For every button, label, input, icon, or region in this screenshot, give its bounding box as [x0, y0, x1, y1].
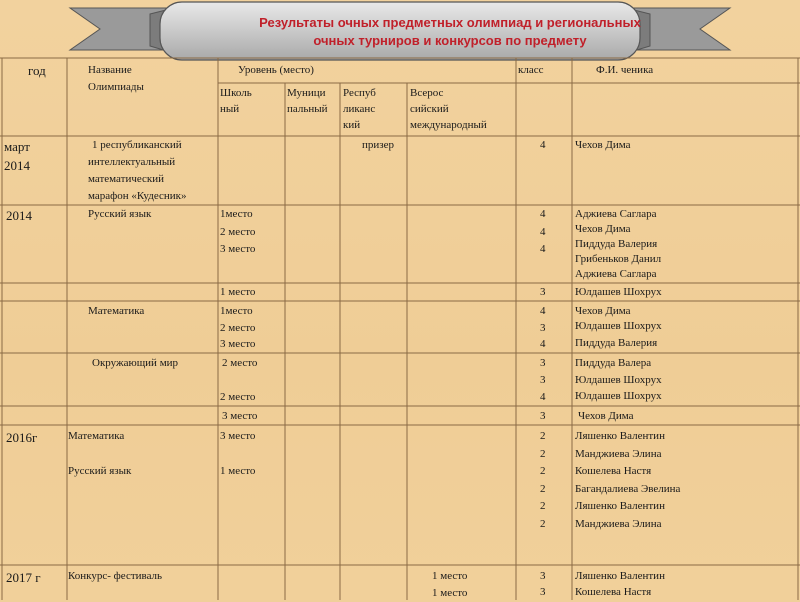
r4-student-line1: Чехов Дима — [575, 305, 631, 317]
r4-student-line2: Юлдашев Шохрух — [575, 320, 662, 332]
header-level: Уровень (место) — [238, 64, 314, 76]
r6-grade: 3 — [540, 410, 546, 422]
r2-grade-line2: 4 — [540, 226, 546, 238]
r7-grade-3: 2 — [540, 465, 546, 477]
r7-grade-5: 2 — [540, 500, 546, 512]
banner-title-line2: очных турниров и конкурсов по предмету — [313, 33, 587, 48]
header-school-line1: Школь — [220, 87, 252, 99]
r7-grade-2: 2 — [540, 448, 546, 460]
banner-title-line1: Результаты очных предметных олимпиад и региональных — [259, 15, 641, 30]
r7-grade-1: 2 — [540, 430, 546, 442]
r5-grade-line3: 4 — [540, 391, 546, 403]
r7-grade-4: 2 — [540, 483, 546, 495]
r2-student-line1: Аджиева Саглара — [575, 208, 657, 220]
r7-student-2: Манджиева Элина — [575, 448, 662, 460]
r1-republic: призер — [362, 139, 395, 151]
r1-name-line1: 1 республиканский — [92, 139, 182, 151]
header-republic-line1: Респуб — [343, 87, 376, 99]
r3-grade: 3 — [540, 286, 546, 298]
r3-student: Юлдашев Шохрух — [575, 286, 662, 298]
r8-student-line1: Ляшенко Валентин — [575, 570, 665, 582]
r7-student-4: Багандалиева Эвелина — [575, 483, 681, 495]
r2-grade-line3: 4 — [540, 243, 546, 255]
r8-national-line1: 1 место — [432, 570, 468, 582]
r2-student-line2: Чехов Дима — [575, 223, 631, 235]
r1-student: Чехов Дима — [575, 139, 631, 151]
r1-year-line2: 2014 — [4, 158, 30, 173]
r2-name: Русский язык — [88, 208, 152, 220]
r1-year-line1: март — [4, 139, 30, 154]
r5-grade-line1: 3 — [540, 357, 546, 369]
header-national-line3: международный — [410, 119, 487, 131]
r7-student-6: Манджиева Элина — [575, 518, 662, 530]
header-grade: класс — [518, 64, 544, 76]
header-municipal-line1: Муници — [287, 87, 326, 99]
header-national-line1: Всерос — [410, 87, 444, 99]
r1-grade: 4 — [540, 139, 546, 151]
r5-student-line3: Юлдашев Шохрух — [575, 390, 662, 402]
r4-name: Математика — [88, 305, 145, 317]
r4-grade-line1: 4 — [540, 305, 546, 317]
header-republic-line3: кий — [343, 119, 361, 131]
r7-name-line1: Математика — [68, 430, 125, 442]
r7-student-1: Ляшенко Валентин — [575, 430, 665, 442]
r8-student-line2: Кошелева Настя — [575, 586, 652, 598]
r6-school: 3 место — [222, 410, 258, 422]
r8-grade-line2: 3 — [540, 586, 546, 598]
header-municipal-line2: пальный — [287, 103, 328, 115]
r7-school-line2: 1 место — [220, 465, 256, 477]
r3-school: 1 место — [220, 286, 256, 298]
r4-school-line3: 3 место — [220, 338, 256, 350]
r2-student-line5: Аджиева Саглара — [575, 268, 657, 280]
r8-name: Конкурс- фестиваль — [68, 570, 163, 582]
r2-school-line1: 1место — [220, 208, 253, 220]
r8-national-line2: 1 место — [432, 587, 468, 599]
r4-student-line3: Пиддуда Валерия — [575, 337, 658, 349]
header-name-line2: Олимпиады — [88, 81, 144, 93]
r1-name-line4: марафон «Кудесник» — [88, 190, 187, 202]
r4-school-line2: 2 место — [220, 322, 256, 334]
r7-school-line1: 3 место — [220, 430, 256, 442]
r5-student-line1: Пиддуда Валера — [575, 357, 652, 369]
r7-student-5: Ляшенко Валентин — [575, 500, 665, 512]
r7-student-3: Кошелева Настя — [575, 465, 652, 477]
r2-year: 2014 — [6, 208, 32, 223]
r7-year: 2016г — [6, 430, 38, 445]
header-national-line2: сийский — [410, 103, 449, 115]
r2-school-line3: 3 место — [220, 243, 256, 255]
r2-student-line4: Грибеньков Данил — [575, 253, 662, 265]
r2-student-line3: Пиддуда Валерия — [575, 238, 658, 250]
r5-grade-line2: 3 — [540, 374, 546, 386]
r5-name: Окружающий мир — [92, 357, 179, 369]
r5-school-line2: 2 место — [220, 391, 256, 403]
header-student: Ф.И. ченика — [596, 64, 654, 76]
r6-student: Чехов Дима — [578, 410, 634, 422]
r5-student-line2: Юлдашев Шохрух — [575, 374, 662, 386]
header-republic-line2: ликанс — [343, 103, 376, 115]
r7-grade-6: 2 — [540, 518, 546, 530]
header-year: год — [28, 63, 46, 78]
header-school-line2: ный — [220, 103, 240, 115]
header-name-line1: Название — [88, 64, 132, 76]
r4-grade-line3: 4 — [540, 338, 546, 350]
r8-year: 2017 г — [6, 570, 41, 585]
r2-grade-line1: 4 — [540, 208, 546, 220]
r4-school-line1: 1место — [220, 305, 253, 317]
r1-name-line3: математический — [88, 173, 165, 185]
r7-name-line2: Русский язык — [68, 465, 132, 477]
r4-grade-line2: 3 — [540, 322, 546, 334]
r1-name-line2: интеллектуальный — [88, 156, 176, 168]
r2-school-line2: 2 место — [220, 226, 256, 238]
r5-school-line1: 2 место — [222, 357, 258, 369]
r8-grade-line1: 3 — [540, 570, 546, 582]
